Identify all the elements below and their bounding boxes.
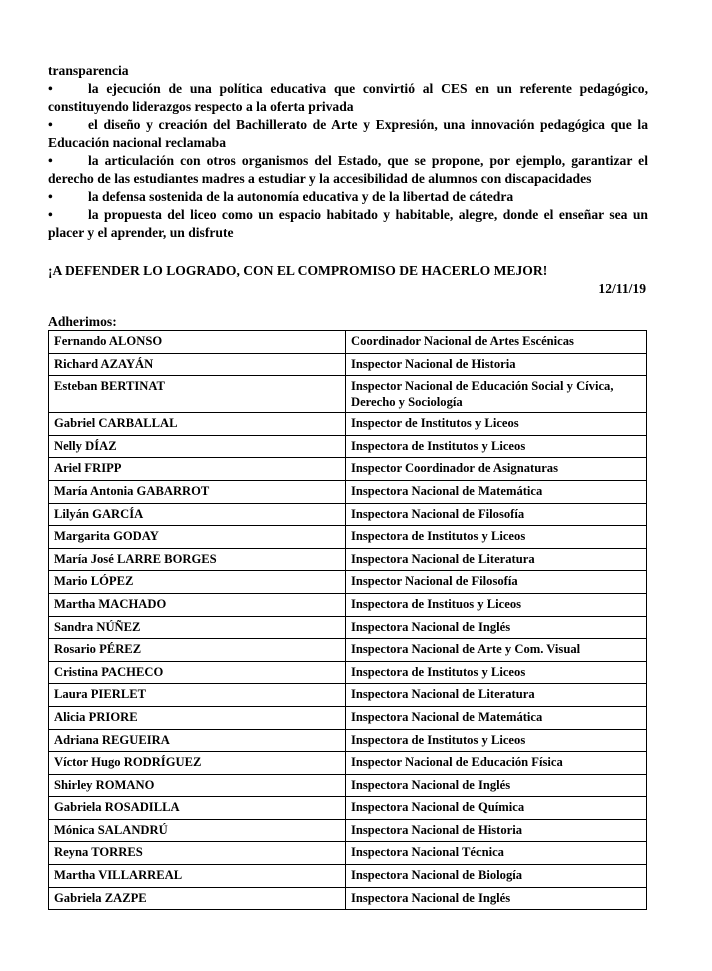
table-row (49, 661, 647, 684)
table-row (49, 865, 647, 888)
signatory-name: Gabriel CARBALLAL (49, 413, 346, 436)
document-date: 12/11/19 (598, 281, 646, 296)
intro-fragment: transparencia (48, 63, 129, 78)
table-row (49, 752, 647, 775)
signatories-table (48, 330, 647, 910)
signatory-name: María Antonia GABARROT (49, 480, 346, 503)
table-row (49, 684, 647, 707)
signatory-name: Mario LÓPEZ (49, 571, 346, 594)
bullet-text: el diseño y creación del Bachillerato de Arte y Expresión, una innovación pedagógica que la (88, 117, 648, 132)
signatory-name: Esteban BERTINAT (49, 376, 346, 413)
signatory-role: Inspectora Nacional Técnica (346, 842, 647, 865)
signatory-role: Inspector Coordinador de Asignaturas (346, 458, 647, 481)
table-row (49, 526, 647, 549)
signatory-name: Nelly DÍAZ (49, 435, 346, 458)
signatory-role: Inspectora Nacional de Literatura (346, 684, 647, 707)
table-row (49, 797, 647, 820)
signatory-role: Inspectora de Institutos y Liceos (346, 661, 647, 684)
signatory-role: Inspectora de Institutos y Liceos (346, 526, 647, 549)
bullet-text-continued: derecho de las estudiantes madres a estudiar y la accesibilidad de alumnos con discapacidades (48, 171, 592, 186)
signatory-role: Inspector Nacional de Educación Física (346, 752, 647, 775)
table-row (49, 435, 647, 458)
bullet-icon: • (48, 81, 53, 96)
slogan-heading: ¡A DEFENDER LO LOGRADO, CON EL COMPROMISO DE HACERLO MEJOR! (48, 263, 548, 278)
adherimos-label: Adherimos: (48, 314, 117, 329)
signatory-role: Inspectora Nacional de Inglés (346, 616, 647, 639)
signatory-name: Reyna TORRES (49, 842, 346, 865)
table-row (49, 458, 647, 481)
signatory-name: Shirley ROMANO (49, 774, 346, 797)
bullet-text: la ejecución de una política educativa que convirtió al CES en un referente pedagógico, (88, 81, 648, 96)
bullet-item (48, 152, 648, 188)
signatory-name: Martha MACHADO (49, 593, 346, 616)
bullet-text-continued: Educación nacional reclamaba (48, 135, 226, 150)
signatory-role: Inspector Nacional de Educación Social y Cívica, Derecho y Sociología (346, 376, 647, 413)
signatory-role: Inspectora Nacional de Historia (346, 819, 647, 842)
signatory-name: Rosario PÉREZ (49, 639, 346, 662)
signatory-role: Inspectora Nacional de Filosofía (346, 503, 647, 526)
signatory-role: Inspectora Nacional de Matemática (346, 706, 647, 729)
signatory-role: Inspectora Nacional de Arte y Com. Visual (346, 639, 647, 662)
bullet-text-continued: placer y el aprender, un disfrute (48, 225, 234, 240)
signatory-role: Inspectora Nacional de Literatura (346, 548, 647, 571)
table-row (49, 331, 647, 354)
signatory-role: Inspectora Nacional de Matemática (346, 480, 647, 503)
bullet-text: la defensa sostenida de la autonomía educativa y de la libertad de cátedra (88, 189, 514, 204)
table-row (49, 503, 647, 526)
signatory-role: Inspector de Institutos y Liceos (346, 413, 647, 436)
bullet-list (48, 80, 648, 242)
table-row (49, 376, 647, 413)
bullet-item (48, 188, 648, 206)
signatory-role: Inspectora Nacional de Química (346, 797, 647, 820)
signatory-role: Inspectora de Institutos y Liceos (346, 435, 647, 458)
signatory-name: Margarita GODAY (49, 526, 346, 549)
bullet-item (48, 116, 648, 152)
table-row (49, 706, 647, 729)
signatory-name: Alicia PRIORE (49, 706, 346, 729)
table-row (49, 819, 647, 842)
table-row (49, 571, 647, 594)
signatory-name: Martha VILLARREAL (49, 865, 346, 888)
bullet-text-continued: constituyendo liderazgos respecto a la oferta privada (48, 99, 354, 114)
signatory-name: Ariel FRIPP (49, 458, 346, 481)
bullet-icon: • (48, 207, 53, 222)
signatory-name: Richard AZAYÁN (49, 353, 346, 376)
bullet-item (48, 206, 648, 242)
signatory-role: Inspector Nacional de Filosofía (346, 571, 647, 594)
signatory-name: Gabriela ZAZPE (49, 887, 346, 910)
bullet-text: la articulación con otros organismos del Estado, que se propone, por ejemplo, garantizar el (88, 153, 648, 168)
signatory-name: Cristina PACHECO (49, 661, 346, 684)
table-row (49, 548, 647, 571)
bullet-item (48, 80, 648, 116)
signatory-name: Víctor Hugo RODRÍGUEZ (49, 752, 346, 775)
table-row (49, 729, 647, 752)
signatory-role: Inspectora Nacional de Inglés (346, 887, 647, 910)
table-row (49, 639, 647, 662)
signatory-role: Inspector Nacional de Historia (346, 353, 647, 376)
table-row (49, 774, 647, 797)
bullet-icon: • (48, 117, 53, 132)
signatory-role: Inspectora de Instituos y Liceos (346, 593, 647, 616)
table-row (49, 413, 647, 436)
signatory-role: Inspectora Nacional de Biología (346, 865, 647, 888)
signatory-name: Lilyán GARCÍA (49, 503, 346, 526)
signatory-name: Laura PIERLET (49, 684, 346, 707)
signatory-name: Mónica SALANDRÚ (49, 819, 346, 842)
table-row (49, 616, 647, 639)
signatory-name: María José LARRE BORGES (49, 548, 346, 571)
table-row (49, 593, 647, 616)
bullet-icon: • (48, 153, 53, 168)
bullet-icon: • (48, 189, 53, 204)
signatory-name: Gabriela ROSADILLA (49, 797, 346, 820)
signatory-role: Coordinador Nacional de Artes Escénicas (346, 331, 647, 354)
signatory-name: Sandra NÚÑEZ (49, 616, 346, 639)
table-row (49, 353, 647, 376)
bullet-text: la propuesta del liceo como un espacio habitado y habitable, alegre, donde el enseñar sea un (88, 207, 648, 222)
signatory-name: Fernando ALONSO (49, 331, 346, 354)
table-row (49, 887, 647, 910)
signatory-role: Inspectora Nacional de Inglés (346, 774, 647, 797)
table-row (49, 842, 647, 865)
table-row (49, 480, 647, 503)
document-page (48, 62, 648, 910)
signatory-name: Adriana REGUEIRA (49, 729, 346, 752)
signatory-role: Inspectora de Institutos y Liceos (346, 729, 647, 752)
